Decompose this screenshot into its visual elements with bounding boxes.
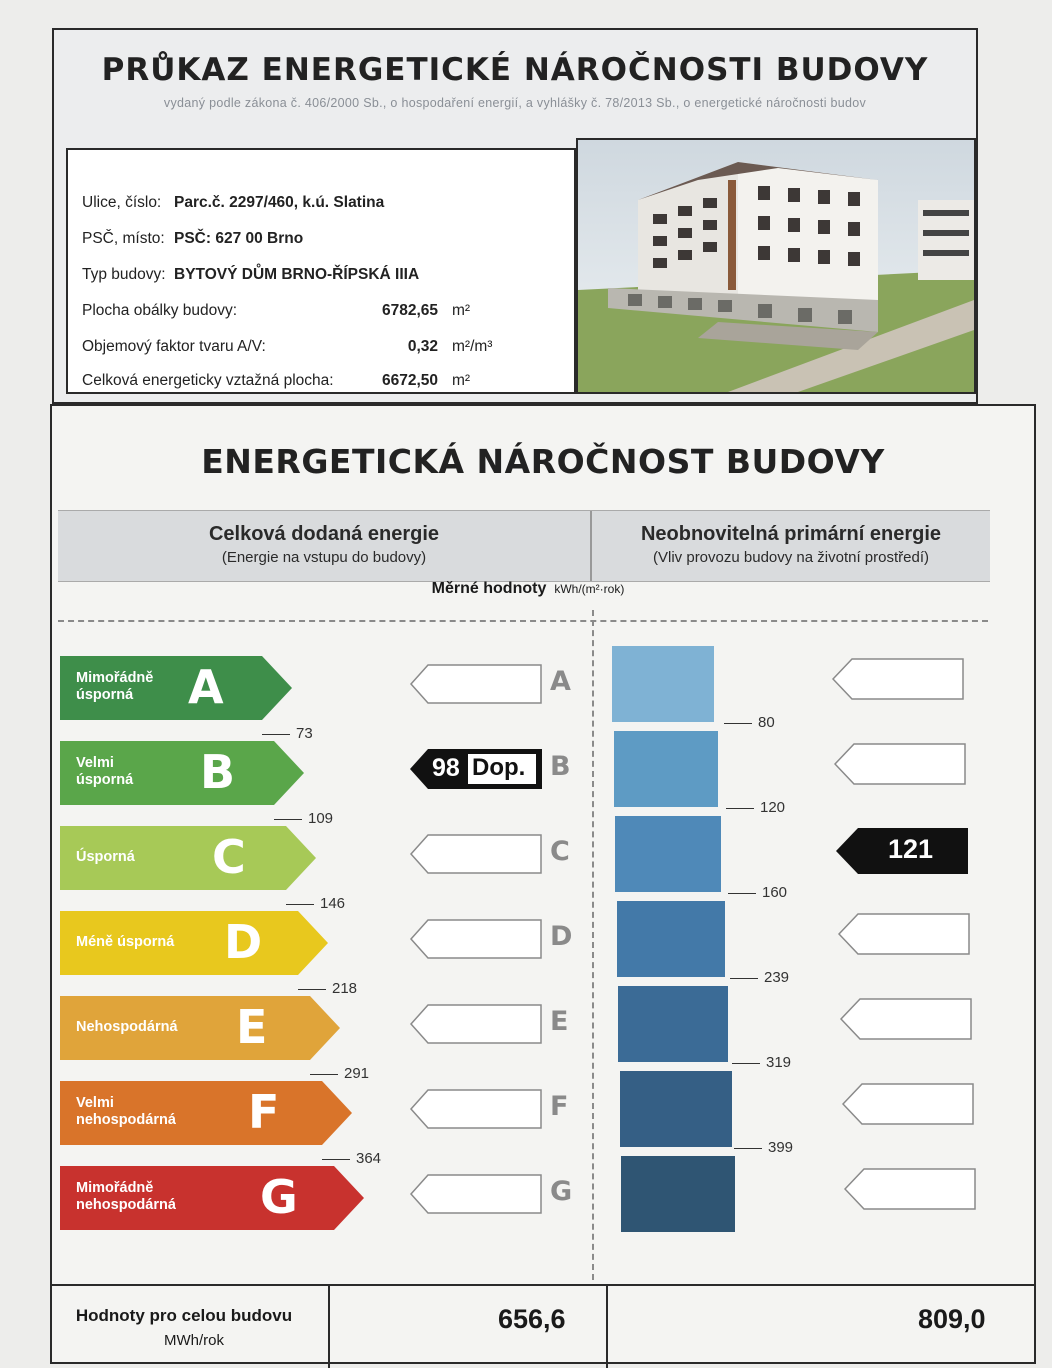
class-arrow-e bbox=[60, 996, 342, 1060]
dashed-column-divider bbox=[592, 610, 594, 1280]
right-rating-marker bbox=[836, 828, 968, 879]
right-empty-slot-shape-a bbox=[832, 658, 964, 700]
left-column-title: Celková dodaná energie bbox=[208, 523, 440, 545]
right-rating-value: 121 bbox=[888, 834, 934, 864]
class-description-line2-a: úsporná bbox=[76, 687, 134, 703]
right-column-subtitle: (Vliv provozu budovy na životní prostředí) bbox=[653, 549, 929, 566]
left-rating-marker bbox=[410, 749, 542, 794]
right-empty-slot-shape-d bbox=[838, 913, 970, 955]
right-threshold-5: 319 bbox=[732, 1054, 791, 1071]
envelope-value: 6782,65 bbox=[381, 302, 438, 319]
left-empty-slot-shape-f bbox=[410, 1089, 542, 1129]
left-empty-slot-d bbox=[410, 919, 542, 964]
class-description-line1-g: Mimořádně bbox=[76, 1180, 154, 1196]
left-empty-slot-outline-d bbox=[411, 920, 541, 958]
type-row bbox=[82, 266, 420, 284]
right-empty-slot-outline-g bbox=[845, 1169, 975, 1209]
whole-building-values-row bbox=[50, 1284, 1036, 1368]
left-threshold-6: 364 bbox=[322, 1150, 381, 1167]
class-arrow-c bbox=[60, 826, 318, 890]
class-arrow-b bbox=[60, 741, 306, 805]
class-letter-f: F bbox=[248, 1085, 280, 1139]
left-threshold-3: 146 bbox=[286, 895, 345, 912]
class-description-c bbox=[76, 849, 135, 866]
left-empty-slot-outline-c bbox=[411, 835, 541, 873]
dashed-separator bbox=[58, 620, 988, 622]
left-column-header bbox=[58, 511, 590, 581]
primary-energy-bar-d bbox=[617, 901, 725, 977]
left-column-subtitle: (Energie na vstupu do budovy) bbox=[221, 549, 427, 566]
left-threshold-2: 109 bbox=[274, 810, 333, 827]
class-letter-c: C bbox=[212, 830, 246, 884]
left-empty-slot-outline-g bbox=[411, 1175, 541, 1213]
primary-energy-bar-b bbox=[614, 731, 718, 807]
right-empty-slot-f bbox=[842, 1083, 974, 1130]
certificate-subtitle: vydaný podle zákona č. 406/2000 Sb., o hospodaření energií, a vyhlášky č. 78/2013 Sb., o energetické náročnosti budov bbox=[163, 96, 867, 110]
class-arrow-g bbox=[60, 1166, 366, 1230]
right-empty-slot-outline-a bbox=[833, 659, 963, 699]
floor-area-label: Celková energeticky vztažná plocha: bbox=[82, 372, 334, 389]
right-empty-slot-b bbox=[834, 743, 966, 790]
class-description-line1-f: Velmi bbox=[76, 1095, 114, 1111]
class-arrow-a bbox=[60, 656, 294, 720]
left-slot-letter-e: E bbox=[550, 1006, 569, 1037]
rating-column-headers bbox=[58, 510, 990, 582]
class-description-line1-b: Velmi bbox=[76, 755, 114, 771]
class-description-a bbox=[76, 670, 153, 704]
left-rating-note: Dop. bbox=[472, 754, 526, 781]
class-description-line2-f: nehospodárná bbox=[76, 1112, 176, 1128]
whole-building-label: Hodnoty pro celou budovu bbox=[75, 1306, 293, 1325]
left-slot-letter-a: A bbox=[550, 666, 571, 697]
whole-building-label-cell bbox=[54, 1306, 314, 1349]
class-letter-a: A bbox=[188, 660, 224, 714]
left-empty-slot-c bbox=[410, 834, 542, 879]
left-empty-slot-shape-c bbox=[410, 834, 542, 874]
envelope-label: Plocha obálky budovy: bbox=[82, 302, 238, 319]
zip-row bbox=[82, 230, 304, 248]
primary-energy-bar-g bbox=[621, 1156, 735, 1232]
right-empty-slot-a bbox=[832, 658, 964, 705]
class-description-line2-b: úsporná bbox=[76, 772, 134, 788]
class-description-line2-g: nehospodárná bbox=[76, 1197, 176, 1213]
right-empty-slot-outline-d bbox=[839, 914, 969, 954]
envelope-unit: m² bbox=[452, 302, 471, 319]
certificate-title: PRŮKAZ ENERGETICKÉ NÁROČNOSTI BUDOVY bbox=[101, 52, 929, 88]
building-rendering-image bbox=[576, 138, 976, 394]
left-empty-slot-f bbox=[410, 1089, 542, 1134]
right-empty-slot-d bbox=[838, 913, 970, 960]
street-value: Parc.č. 2297/460, k.ú. Slatina bbox=[174, 194, 385, 211]
right-threshold-4: 239 bbox=[730, 969, 789, 986]
left-empty-slot-outline-f bbox=[411, 1090, 541, 1128]
left-slot-letter-f: F bbox=[550, 1091, 569, 1122]
zip-value: PSČ: 627 00 Brno bbox=[174, 230, 304, 247]
units-row bbox=[58, 580, 998, 608]
whole-building-unit: MWh/rok bbox=[164, 1332, 224, 1349]
class-letter-g: G bbox=[260, 1170, 298, 1224]
left-threshold-5: 291 bbox=[310, 1065, 369, 1082]
class-description-line1-e: Nehospodárná bbox=[76, 1019, 178, 1035]
shape-factor-label: Objemový faktor tvaru A/V: bbox=[82, 338, 266, 355]
primary-energy-bar-a bbox=[612, 646, 714, 722]
shape-factor-row bbox=[82, 338, 493, 356]
floor-area-row bbox=[82, 372, 471, 390]
right-empty-slot-outline-b bbox=[835, 744, 965, 784]
class-description-line1-c: Úsporná bbox=[76, 849, 135, 865]
class-description-f bbox=[76, 1095, 176, 1129]
street-row bbox=[82, 194, 385, 212]
right-threshold-3: 160 bbox=[728, 884, 787, 901]
right-threshold-1: 80 bbox=[724, 714, 775, 731]
right-empty-slot-shape-f bbox=[842, 1083, 974, 1125]
footer-divider-1 bbox=[328, 1286, 330, 1368]
right-empty-slot-g bbox=[844, 1168, 976, 1215]
right-empty-slot-shape-g bbox=[844, 1168, 976, 1210]
type-label: Typ budovy: bbox=[82, 266, 166, 283]
certificate-header-panel bbox=[52, 28, 978, 404]
class-description-line1-d: Méně úsporná bbox=[76, 934, 175, 950]
building-info-box bbox=[66, 148, 576, 394]
shape-factor-unit: m²/m³ bbox=[452, 338, 493, 355]
left-slot-letter-b: B bbox=[550, 751, 571, 782]
left-empty-slot-outline-e bbox=[411, 1005, 541, 1043]
right-empty-slot-outline-e bbox=[841, 999, 971, 1039]
left-slot-letter-c: C bbox=[550, 836, 570, 867]
left-total-value: 656,6 bbox=[498, 1304, 566, 1334]
right-total-value: 809,0 bbox=[918, 1304, 986, 1334]
left-slot-letter-g: G bbox=[550, 1176, 573, 1207]
left-empty-slot-e bbox=[410, 1004, 542, 1049]
right-empty-slot-outline-f bbox=[843, 1084, 973, 1124]
left-empty-slot-shape-a bbox=[410, 664, 542, 704]
class-description-e bbox=[76, 1019, 178, 1036]
footer-divider-2 bbox=[606, 1286, 608, 1368]
energy-rating-panel bbox=[50, 404, 1036, 1364]
left-threshold-4: 218 bbox=[298, 980, 357, 997]
class-letter-b: B bbox=[200, 745, 236, 799]
left-empty-slot-outline-a bbox=[411, 665, 541, 703]
class-description-d bbox=[76, 934, 174, 951]
units-value: kWh/(m²·rok) bbox=[554, 582, 625, 596]
left-empty-slot-g bbox=[410, 1174, 542, 1219]
right-threshold-2: 120 bbox=[726, 799, 785, 816]
class-description-line1-a: Mimořádně bbox=[76, 670, 154, 686]
floor-area-value: 6672,50 bbox=[381, 372, 438, 389]
left-empty-slot-shape-g bbox=[410, 1174, 542, 1214]
class-arrow-d bbox=[60, 911, 330, 975]
primary-energy-bar-e bbox=[618, 986, 728, 1062]
floor-area-unit: m² bbox=[452, 372, 471, 389]
left-empty-slot-shape-d bbox=[410, 919, 542, 959]
right-empty-slot-shape-e bbox=[840, 998, 972, 1040]
left-empty-slot-a bbox=[410, 664, 542, 709]
primary-energy-bar-f bbox=[620, 1071, 732, 1147]
rating-title: ENERGETICKÁ NÁROČNOST BUDOVY bbox=[201, 442, 885, 481]
class-letter-e: E bbox=[236, 1000, 268, 1054]
right-empty-slot-e bbox=[840, 998, 972, 1045]
primary-energy-bar-c bbox=[615, 816, 721, 892]
zip-label: PSČ, místo: bbox=[82, 230, 165, 247]
class-letter-d: D bbox=[224, 915, 263, 969]
right-empty-slot-shape-b bbox=[834, 743, 966, 785]
left-threshold-1: 73 bbox=[262, 725, 313, 742]
class-description-g bbox=[76, 1180, 176, 1214]
envelope-row bbox=[82, 302, 471, 320]
left-rating-value: 98 bbox=[432, 754, 460, 782]
left-empty-slot-shape-e bbox=[410, 1004, 542, 1044]
units-label: Měrné hodnoty bbox=[431, 580, 547, 597]
right-threshold-6: 399 bbox=[734, 1139, 793, 1156]
street-label: Ulice, číslo: bbox=[82, 194, 162, 211]
shape-factor-value: 0,32 bbox=[407, 338, 438, 355]
class-arrow-f bbox=[60, 1081, 354, 1145]
type-value: BYTOVÝ DŮM BRNO-ŘÍPSKÁ IIIA bbox=[174, 266, 420, 283]
right-column-title: Neobnovitelná primární energie bbox=[640, 523, 942, 545]
left-slot-letter-d: D bbox=[550, 921, 573, 952]
right-column-header bbox=[592, 511, 990, 581]
class-description-b bbox=[76, 755, 133, 789]
